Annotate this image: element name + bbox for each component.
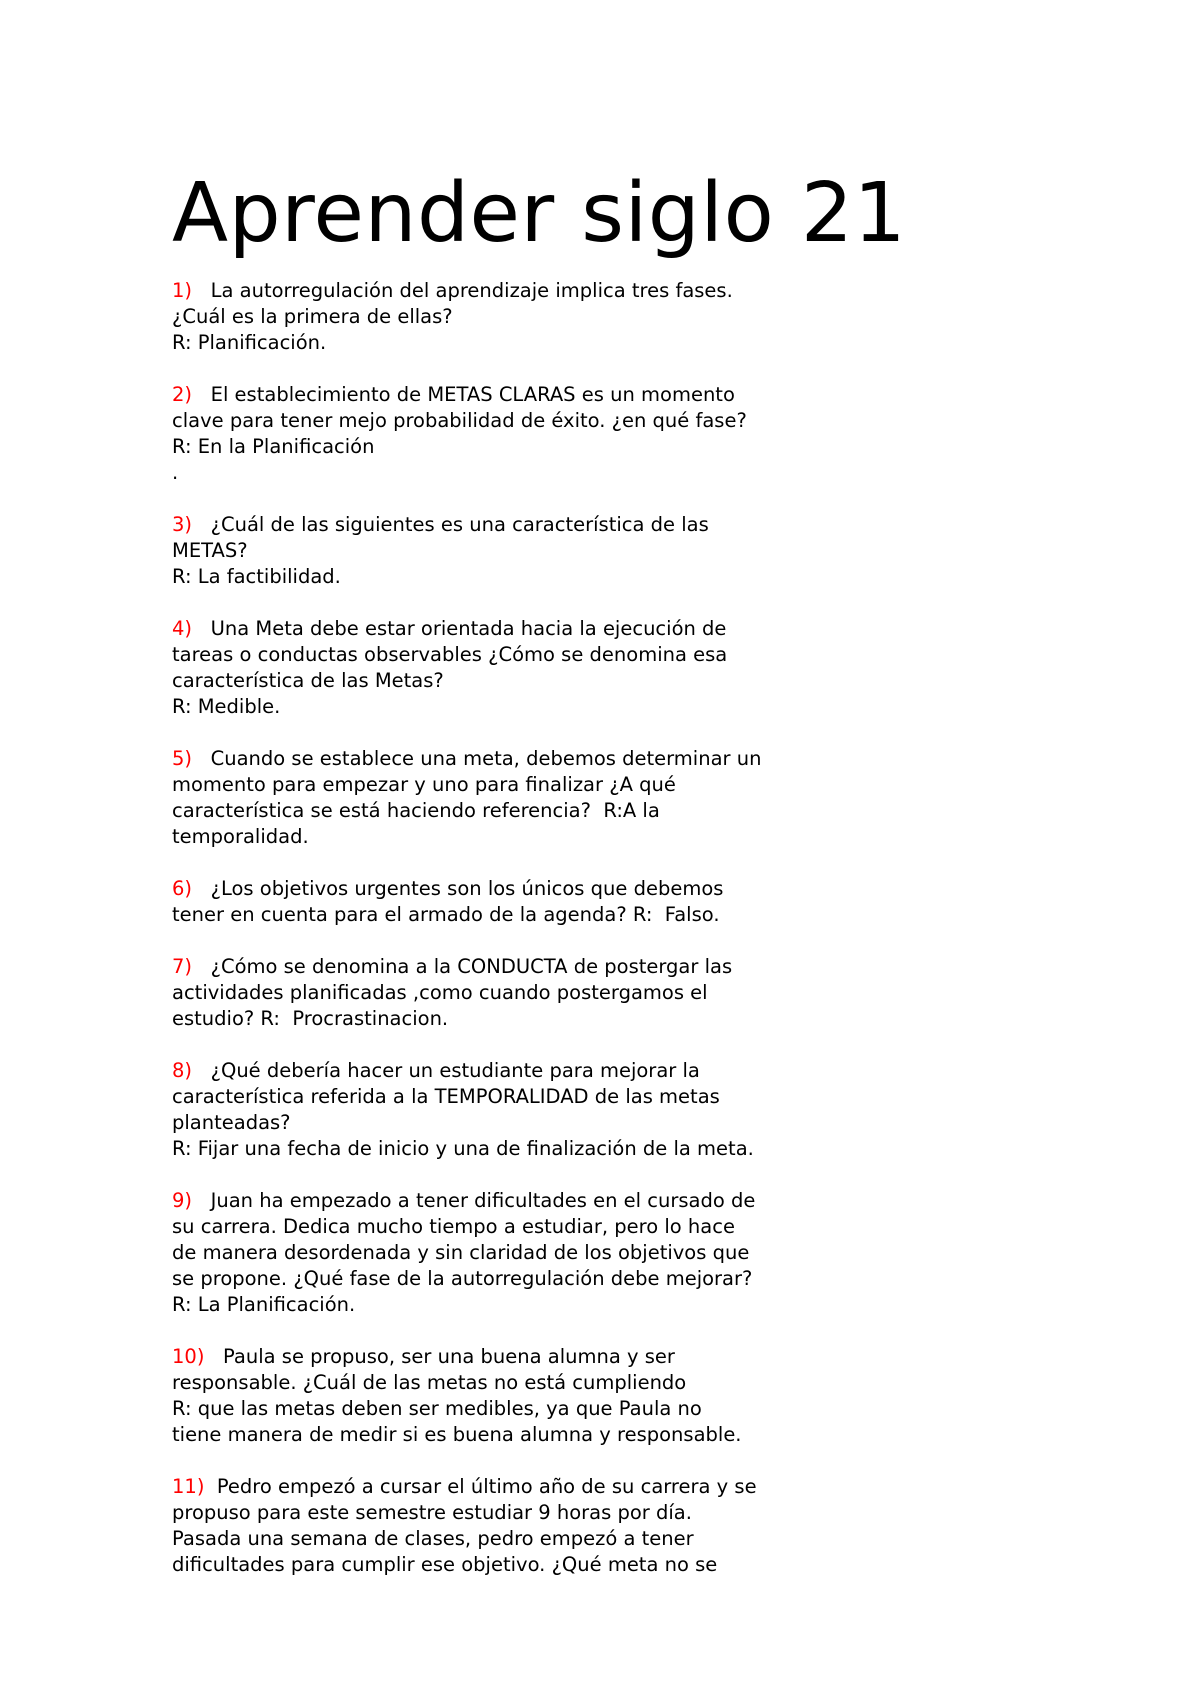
question-text: Paula se propuso, ser una buena alumna y ser xyxy=(223,1345,675,1368)
question-line xyxy=(172,1500,872,1526)
question-number: 11) xyxy=(172,1475,205,1498)
question-number: 6) xyxy=(172,877,193,900)
question-text: ¿Cuál es la primera de ellas? xyxy=(172,305,453,328)
question-text: Juan ha empezado a tener dificultades en el cursado de xyxy=(210,1189,756,1212)
question-text: ¿Los objetivos urgentes son los únicos que debemos xyxy=(210,877,724,900)
question-number: 9) xyxy=(172,1189,193,1212)
question-line xyxy=(172,1422,872,1448)
question-text: Pasada una semana de clases, pedro empezó a tener xyxy=(172,1527,694,1550)
question-line xyxy=(172,1292,872,1318)
question-line xyxy=(172,1266,872,1292)
question-line xyxy=(172,1214,872,1240)
question-text: R: En la Planificación xyxy=(172,435,375,458)
question-number: 10) xyxy=(172,1345,205,1368)
question-line xyxy=(172,512,872,538)
question-text: momento para empezar y uno para finalizar ¿A qué xyxy=(172,773,676,796)
question-line xyxy=(172,694,872,720)
question-text: característica referida a la TEMPORALIDAD de las metas xyxy=(172,1085,720,1108)
question-text: dificultades para cumplir ese objetivo. ¿Qué meta no se xyxy=(172,1553,718,1576)
question-number: 4) xyxy=(172,617,193,640)
question-line xyxy=(172,1006,872,1032)
question-line xyxy=(172,564,872,590)
question-text: R: Fijar una fecha de inicio y una de finalización de la meta. xyxy=(172,1137,754,1160)
question-line xyxy=(172,980,872,1006)
question-text: temporalidad. xyxy=(172,825,309,848)
question-text: responsable. ¿Cuál de las metas no está cumpliendo xyxy=(172,1371,687,1394)
question-line xyxy=(172,902,872,928)
question-line xyxy=(172,408,872,434)
question-line xyxy=(172,824,872,850)
question-text: característica de las Metas? xyxy=(172,669,444,692)
document-title: Aprender siglo 21 xyxy=(172,166,907,261)
question-item xyxy=(172,278,872,356)
question-line xyxy=(172,1474,872,1500)
question-text: tareas o conductas observables ¿Cómo se denomina esa xyxy=(172,643,728,666)
question-line xyxy=(172,668,872,694)
question-line xyxy=(172,304,872,330)
question-text: ¿Qué debería hacer un estudiante para mejorar la xyxy=(210,1059,700,1082)
document-page xyxy=(172,160,907,1578)
question-text: planteadas? xyxy=(172,1111,291,1134)
question-item xyxy=(172,876,872,928)
question-item xyxy=(172,1474,872,1578)
question-line xyxy=(172,460,872,486)
question-item xyxy=(172,382,872,486)
question-item xyxy=(172,616,872,720)
question-number: 1) xyxy=(172,279,193,302)
question-text: tener en cuenta para el armado de la agenda? R: Falso. xyxy=(172,903,720,926)
question-text: R: La factibilidad. xyxy=(172,565,341,588)
question-list xyxy=(172,278,872,1578)
question-text: ¿Cómo se denomina a la CONDUCTA de postergar las xyxy=(210,955,733,978)
question-text: ¿Cuál de las siguientes es una característica de las xyxy=(210,513,709,536)
question-line xyxy=(172,954,872,980)
question-item xyxy=(172,512,872,590)
question-text: El establecimiento de METAS CLARAS es un momento xyxy=(210,383,735,406)
question-line xyxy=(172,616,872,642)
question-number: 5) xyxy=(172,747,193,770)
question-line xyxy=(172,1188,872,1214)
question-text: tiene manera de medir si es buena alumna y responsable. xyxy=(172,1423,742,1446)
question-line xyxy=(172,798,872,824)
question-text: R: que las metas deben ser medibles, ya que Paula no xyxy=(172,1397,702,1420)
question-line xyxy=(172,772,872,798)
question-line xyxy=(172,1110,872,1136)
question-text: Una Meta debe estar orientada hacia la ejecución de xyxy=(210,617,727,640)
question-line xyxy=(172,278,872,304)
question-line xyxy=(172,434,872,460)
question-line xyxy=(172,1136,872,1162)
question-text: R: La Planificación. xyxy=(172,1293,356,1316)
question-text: Pedro empezó a cursar el último año de su carrera y se xyxy=(216,1475,757,1498)
question-line xyxy=(172,538,872,564)
question-text: se propone. ¿Qué fase de la autorregulación debe mejorar? xyxy=(172,1267,753,1290)
question-line xyxy=(172,1526,872,1552)
question-line xyxy=(172,330,872,356)
question-item xyxy=(172,1058,872,1162)
question-item xyxy=(172,746,872,850)
question-text: METAS? xyxy=(172,539,248,562)
question-number: 2) xyxy=(172,383,193,406)
question-line xyxy=(172,1058,872,1084)
question-item xyxy=(172,1344,872,1448)
question-text: La autorregulación del aprendizaje implica tres fases. xyxy=(210,279,733,302)
question-text: de manera desordenada y sin claridad de los objetivos que xyxy=(172,1241,750,1264)
question-line xyxy=(172,642,872,668)
question-text: clave para tener mejo probabilidad de éxito. ¿en qué fase? xyxy=(172,409,747,432)
question-line xyxy=(172,1344,872,1370)
question-number: 3) xyxy=(172,513,193,536)
question-line xyxy=(172,746,872,772)
question-line xyxy=(172,1396,872,1422)
question-number: 8) xyxy=(172,1059,193,1082)
question-text: característica se está haciendo referencia? R:A la xyxy=(172,799,660,822)
question-text: estudio? R: Procrastinacion. xyxy=(172,1007,449,1030)
question-item xyxy=(172,1188,872,1318)
question-number: 7) xyxy=(172,955,193,978)
question-text: . xyxy=(172,461,179,484)
question-line xyxy=(172,1084,872,1110)
question-item xyxy=(172,954,872,1032)
question-line xyxy=(172,1240,872,1266)
question-line xyxy=(172,876,872,902)
question-text: R: Planificación. xyxy=(172,331,327,354)
question-text: Cuando se establece una meta, debemos determinar un xyxy=(210,747,762,770)
question-text: su carrera. Dedica mucho tiempo a estudiar, pero lo hace xyxy=(172,1215,735,1238)
question-text: R: Medible. xyxy=(172,695,281,718)
question-line xyxy=(172,1370,872,1396)
question-line xyxy=(172,382,872,408)
question-line xyxy=(172,1552,872,1578)
question-text: actividades planificadas ,como cuando postergamos el xyxy=(172,981,708,1004)
question-text: propuso para este semestre estudiar 9 horas por día. xyxy=(172,1501,692,1524)
